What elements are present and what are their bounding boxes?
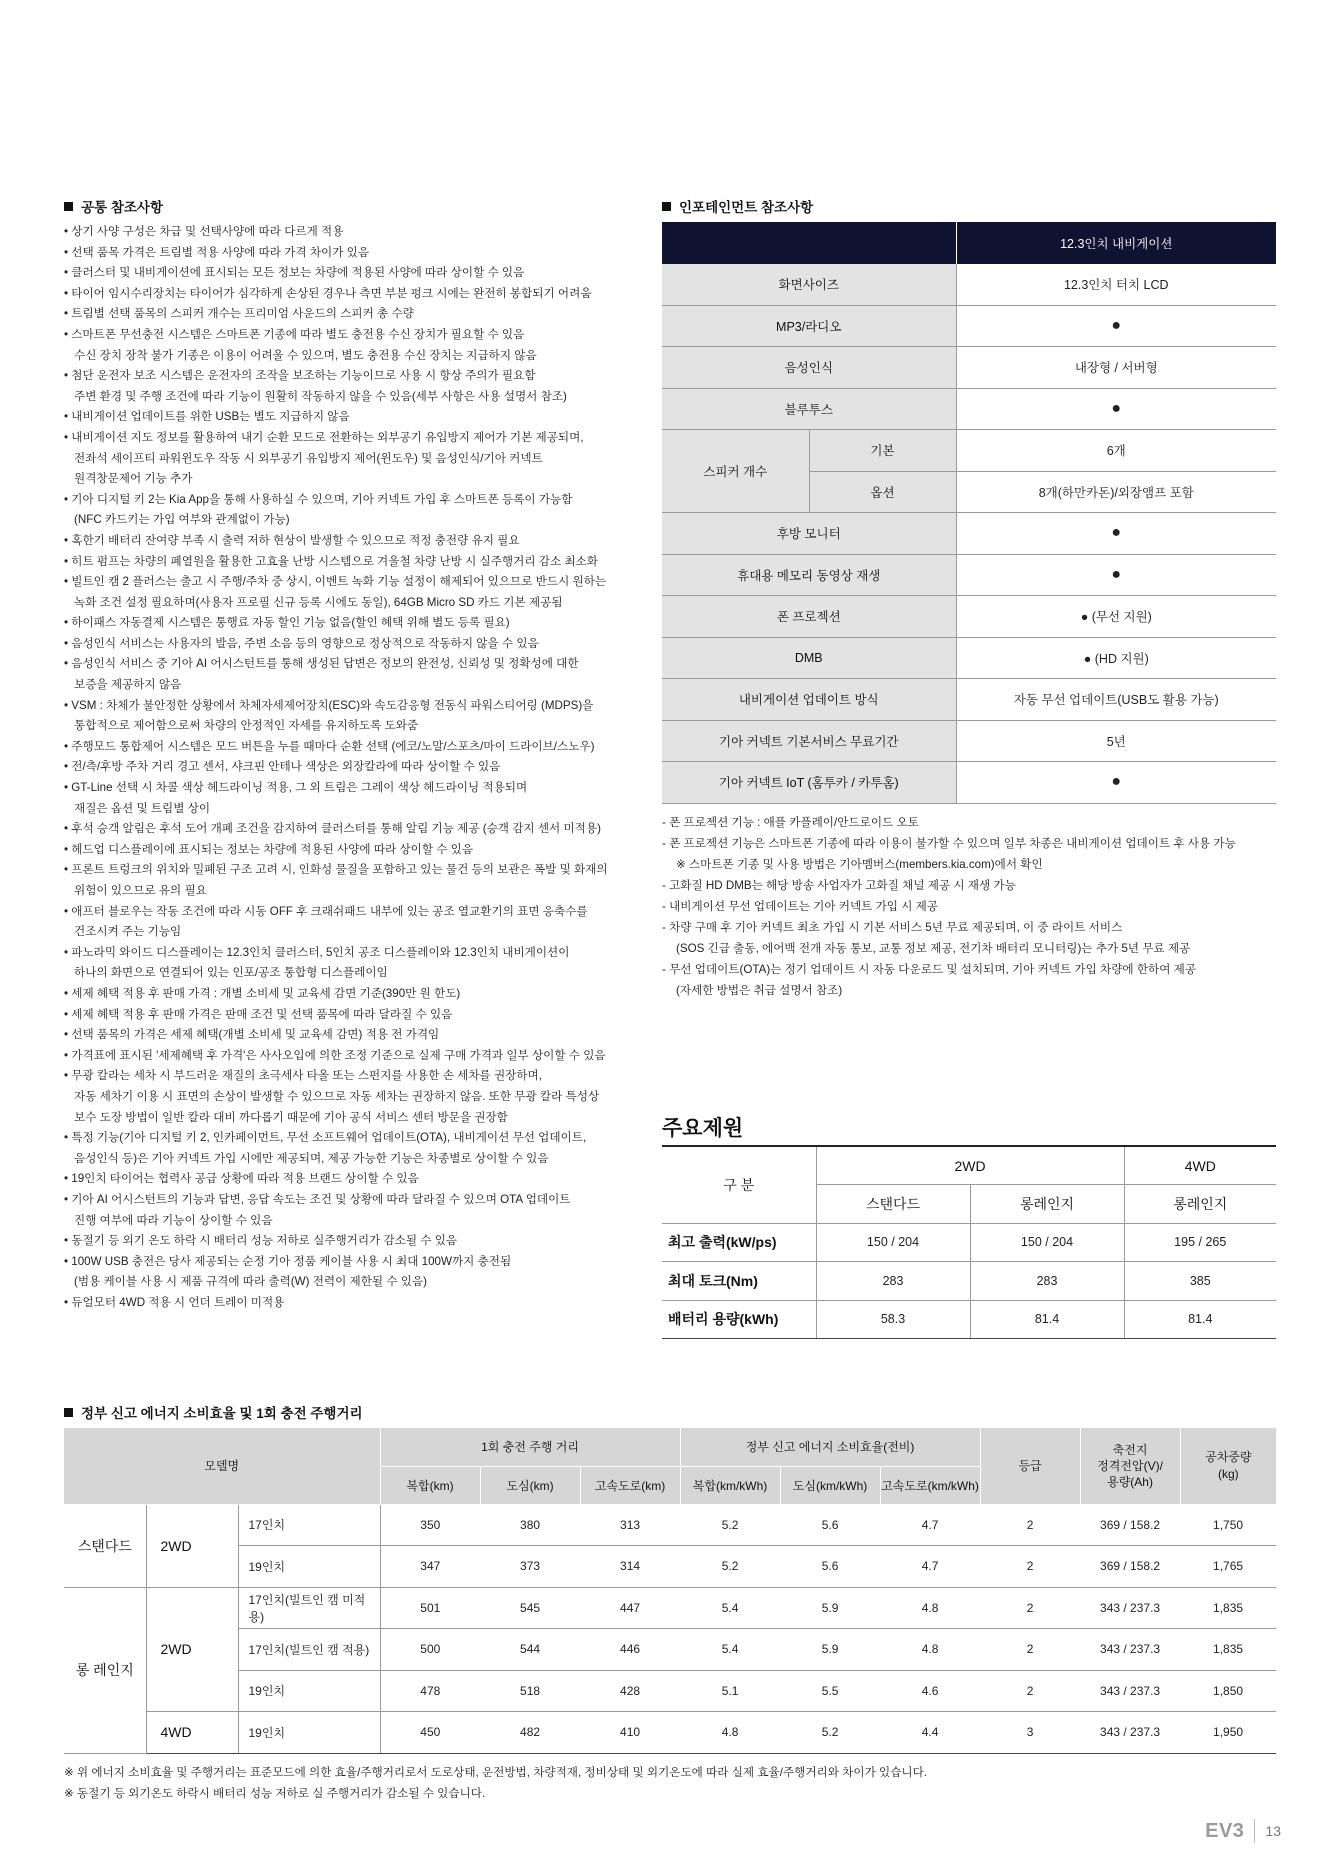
tire-size: 19인치: [238, 1546, 380, 1588]
common-notes-title: 공통 참조사항: [64, 196, 163, 216]
cell: 3: [980, 1712, 1080, 1754]
row-label: 기아 커넥트 IoT (홈투카 / 카투홈): [662, 762, 956, 804]
cell: 428: [580, 1670, 680, 1712]
header-model: 모델명: [64, 1428, 380, 1504]
list-item: - 폰 프로젝션 기능은 스마트폰 기종에 따라 이용이 불가할 수 있으며 일부 차종은 내비게이션 업데이트 후 사용 가능 ※ 스마트폰 기종 및 사용 방법은 기아멤버스(members.kia.com)에서 확인: [662, 837, 1236, 871]
table-row: [662, 1262, 1276, 1301]
footer-divider: [1254, 1819, 1255, 1843]
cell: 500: [380, 1629, 480, 1671]
list-item: • 전/측/후방 주차 거리 경고 센서, 샤크핀 안테나 색상은 외장칼라에 따라 상이할 수 있음: [64, 760, 501, 774]
list-item: • 애프터 블로우는 작동 조건에 따라 시동 OFF 후 크래쉬패드 내부에 있는 공조 열교환기의 표면 응축수를 건조시켜 주는 기능임: [64, 904, 588, 939]
cell: 2: [980, 1629, 1080, 1671]
row-value: ●: [956, 305, 1276, 347]
square-bullet-icon: [64, 1408, 73, 1417]
list-item: • 하이패스 자동결제 시스템은 통행료 자동 할인 기능 없음(할인 혜택 위해 별도 등록 필요): [64, 616, 510, 630]
table-row: [662, 554, 1276, 596]
row-label: 내비게이션 업데이트 방식: [662, 679, 956, 721]
specs-division-label: 구 분: [662, 1146, 816, 1223]
list-item: • 기아 디지털 키 2는 Kia App을 통해 사용하실 수 있으며, 기아 커넥트 가입 후 스마트폰 등록이 가능함 (NFC 카드키는 가입 여부와 관계없이 가능): [64, 492, 573, 527]
cell: 544: [480, 1629, 580, 1671]
list-item: • 19인치 타이어는 협력사 공급 상황에 따라 적용 브랜드 상이할 수 있음: [64, 1172, 419, 1186]
list-item: • 선택 품목의 가격은 세제 혜택(개별 소비세 및 교육세 감면) 적용 전 가격임: [64, 1028, 440, 1042]
row-value: 내장형 / 서버형: [956, 347, 1276, 389]
cell: 1,750: [1180, 1504, 1276, 1546]
table-row: [662, 679, 1276, 721]
list-item: • 선택 품목 가격은 트림별 적용 사양에 따라 가격 차이가 있음: [64, 245, 370, 259]
row-label: 기아 커넥트 기본서비스 무료기간: [662, 720, 956, 762]
cell: 4.8: [680, 1712, 780, 1754]
cell: 450: [380, 1712, 480, 1754]
speaker-basic-value: 6개: [956, 430, 1276, 472]
list-item: - 차량 구매 후 기아 커넥트 최초 가입 시 기본 서비스 5년 무료 제공되며, 이 중 라이트 서비스 (SOS 긴급 출동, 에어백 전개 자동 통보, 교통 정보 제공, 전기차 배터리 모니터링)는 추가 5년 무료 제공: [662, 921, 1191, 955]
list-item: • 스마트폰 무선충전 시스템은 스마트폰 기종에 따라 별도 충전용 수신 장치가 필요할 수 있음 수신 장치 장착 불가 기종은 이용이 어려울 수 있으며, 별도 충전용 수신 장치는 지급하지 않음: [64, 327, 537, 362]
specs-2wd-header: 2WD: [816, 1146, 1124, 1185]
cell: 446: [580, 1629, 680, 1671]
header-eff-city: 도심(km/kWh): [780, 1466, 880, 1504]
specs-sub-standard: 스탠다드: [816, 1185, 970, 1224]
cell: 343 / 237.3: [1080, 1670, 1180, 1712]
table-row: [64, 1712, 1276, 1754]
table-row: [662, 762, 1276, 804]
efficiency-title: 정부 신고 에너지 소비효율 및 1회 충전 주행거리: [64, 1402, 363, 1422]
list-item: • 상기 사양 구성은 차급 및 선택사양에 따라 다르게 적용: [64, 225, 344, 238]
cell: 347: [380, 1546, 480, 1588]
speaker-label: 스피커 개수: [662, 430, 809, 513]
list-item: • 음성인식 서비스 중 기아 AI 어시스턴트를 통해 생성된 답변은 정보의 완전성, 신뢰성 및 정확성에 대한 보증을 제공하지 않음: [64, 657, 579, 692]
trim-standard: 스탠다드: [64, 1504, 146, 1587]
tire-size: 19인치: [238, 1712, 380, 1754]
cell: 5.6: [780, 1546, 880, 1588]
drive-long-2wd: 2WD: [146, 1587, 238, 1712]
row-value: 283: [816, 1262, 970, 1301]
header-weight: 공차중량 (kg): [1180, 1428, 1276, 1504]
row-value: 5년: [956, 720, 1276, 762]
efficiency-table: [64, 1428, 1276, 1754]
table-row: [662, 596, 1276, 638]
tire-size: 17인치(빌트인 캠 미적용): [238, 1587, 380, 1629]
table-row: [662, 347, 1276, 389]
list-item: • 세제 혜택 적용 후 판매 가격은 판매 조건 및 선택 품목에 따라 달라질 수 있음: [64, 1007, 453, 1021]
cell: 5.5: [780, 1670, 880, 1712]
infotainment-notes-list: [662, 812, 1282, 1001]
list-item: • 100W USB 충전은 당사 제공되는 순정 기아 정품 케이블 사용 시 최대 100W까지 충전됨 (범용 케이블 사용 시 제품 규격에 따라 출력(W) 전력이 제한될 수 있음): [64, 1254, 512, 1289]
row-value: 150 / 204: [970, 1223, 1124, 1262]
cell: 5.2: [780, 1712, 880, 1754]
row-value: ●: [956, 762, 1276, 804]
list-item: • 동절기 등 외기 온도 하락 시 배터리 성능 저하로 실주행거리가 감소될 수 있음: [64, 1234, 458, 1248]
list-item: • 트림별 선택 품목의 스피커 개수는 프리미엄 사운드의 스피커 총 수량: [64, 307, 414, 321]
cell: 373: [480, 1546, 580, 1588]
row-label: 휴대용 메모리 동영상 재생: [662, 554, 956, 596]
table-row: [662, 388, 1276, 430]
row-value: 195 / 265: [1124, 1223, 1276, 1262]
specs-sub-long-range: 롱레인지: [970, 1185, 1124, 1224]
cell: 343 / 237.3: [1080, 1629, 1180, 1671]
common-notes-list: [64, 222, 624, 1313]
cell: 1,950: [1180, 1712, 1276, 1754]
row-value: ● (무선 지원): [956, 596, 1276, 638]
list-item: • 음성인식 서비스는 사용자의 발음, 주변 소음 등의 영향으로 정상적으로 작동하지 않을 수 있음: [64, 636, 539, 650]
list-item: • 내비게이션 지도 정보를 활용하여 내기 순환 모드로 전환하는 외부공기 유입방지 제어가 기본 제공되며, 전좌석 세이프티 파워윈도우 작동 시 외부공기 유입방지 제어(윈도우) 및 음성인식/기아 커넥트 원격창문제어 기능 추가: [64, 430, 584, 486]
table-row: [64, 1504, 1276, 1546]
cell: 314: [580, 1546, 680, 1588]
row-value: ● (HD 지원): [956, 637, 1276, 679]
cell: 5.9: [780, 1629, 880, 1671]
row-value: ●: [956, 388, 1276, 430]
speaker-basic-label: 기본: [809, 430, 956, 472]
specs-header-row: [662, 1146, 1276, 1185]
list-item: - 내비게이션 무선 업데이트는 기아 커넥트 가입 시 제공: [662, 900, 939, 913]
table-row: [662, 264, 1276, 306]
cell: 369 / 158.2: [1080, 1504, 1180, 1546]
table-row: [64, 1546, 1276, 1588]
square-bullet-icon: [64, 202, 73, 211]
list-item: • 내비게이션 업데이트를 위한 USB는 별도 지급하지 않음: [64, 410, 350, 424]
model-name: EV3: [1205, 1819, 1245, 1842]
list-item: • 특정 기능(기아 디지털 키 2, 인카페이먼트, 무선 소프트웨어 업데이트(OTA), 내비게이션 무선 업데이트, 음성인식 등)은 기아 커넥트 가입 시에만 제공되며, 제공 가능한 기능은 차종별로 상이할 수 있음: [64, 1131, 587, 1165]
list-item: • 혹한기 배터리 잔여량 부족 시 출력 저하 현상이 발생할 수 있으므로 적정 충전량 유지 필요: [64, 533, 520, 547]
cell: 4.8: [880, 1629, 980, 1671]
row-label: MP3/라디오: [662, 305, 956, 347]
specs-table: [662, 1145, 1276, 1339]
header-range: 1회 충전 주행 거리: [380, 1428, 680, 1466]
tire-size: 17인치(빌트인 캠 적용): [238, 1629, 380, 1671]
cell: 5.2: [680, 1504, 780, 1546]
row-value: 자동 무선 업데이트(USB도 활용 가능): [956, 679, 1276, 721]
cell: 410: [580, 1712, 680, 1754]
row-value: 150 / 204: [816, 1223, 970, 1262]
table-row: [662, 720, 1276, 762]
cell: 343 / 237.3: [1080, 1712, 1180, 1754]
row-value: 283: [970, 1262, 1124, 1301]
row-label: 배터리 용량(kWh): [662, 1300, 816, 1339]
tire-size: 19인치: [238, 1670, 380, 1712]
list-item: • 헤드업 디스플레이에 표시되는 정보는 차량에 적용된 사양에 따라 상이할 수 있음: [64, 842, 474, 856]
cell: 1,835: [1180, 1587, 1276, 1629]
footnote: ※ 동절기 등 외기온도 하락시 배터리 성능 저하로 실 주행거리가 감소될 수 있습니다.: [64, 1787, 486, 1800]
header-range-combined: 복합(km): [380, 1466, 480, 1504]
list-item: - 폰 프로젝션 기능 : 애플 카플레이/안드로이드 오토: [662, 816, 919, 829]
row-label: 음성인식: [662, 347, 956, 389]
table-row: [662, 305, 1276, 347]
list-item: • 클러스터 및 내비게이션에 표시되는 모든 정보는 차량에 적용된 사양에 따라 상이할 수 있음: [64, 266, 525, 280]
row-label: 폰 프로젝션: [662, 596, 956, 638]
cell: 4.8: [880, 1587, 980, 1629]
header-efficiency: 정부 신고 에너지 소비효율(전비): [680, 1428, 980, 1466]
cell: 1,835: [1180, 1629, 1276, 1671]
row-value: 12.3인치 터치 LCD: [956, 264, 1276, 306]
table-row: [662, 513, 1276, 555]
list-item: • 기아 AI 어시스턴트의 기능과 답변, 응답 속도는 조건 및 상황에 따라 달라질 수 있으며 OTA 업데이트 진행 여부에 따라 기능이 상이할 수 있음: [64, 1192, 571, 1227]
infotainment-table: [662, 222, 1276, 804]
list-item: • 세제 혜택 적용 후 판매 가격 : 개별 소비세 및 교육세 감면 기준(390만 원 한도): [64, 986, 461, 1000]
cell: 5.4: [680, 1587, 780, 1629]
cell: 369 / 158.2: [1080, 1546, 1180, 1588]
row-value: 385: [1124, 1262, 1276, 1301]
list-item: • 히트 펌프는 차량의 폐열원을 활용한 고효율 난방 시스템으로 겨울철 차량 난방 시 실주행거리 감소 최소화: [64, 554, 598, 568]
footnote: ※ 위 에너지 소비효율 및 주행거리는 표준모드에 의한 효율/주행거리로서 도로상태, 운전방법, 차량적재, 정비상태 및 외기온도에 따라 실제 효율/주행거리와 차이가 있습니다.: [64, 1766, 928, 1779]
row-label: 최대 토크(Nm): [662, 1262, 816, 1301]
cell: 1,850: [1180, 1670, 1276, 1712]
cell: 1,765: [1180, 1546, 1276, 1588]
drive-standard-2wd: 2WD: [146, 1504, 238, 1587]
header-range-highway: 고속도로(km): [580, 1466, 680, 1504]
cell: 5.9: [780, 1587, 880, 1629]
row-value: 81.4: [1124, 1300, 1276, 1339]
table-row: [64, 1587, 1276, 1629]
cell: 4.4: [880, 1712, 980, 1754]
list-item: • VSM : 차체가 불안정한 상황에서 차체자세제어장치(ESC)와 속도감응형 전동식 파워스티어링 (MDPS)을 통합적으로 제어함으로써 차량의 안정적인 자세를 유지하도록 도와줌: [64, 698, 594, 733]
cell: 545: [480, 1587, 580, 1629]
speaker-option-label: 옵션: [809, 471, 956, 513]
specs-title: 주요제원: [662, 1117, 744, 1140]
cell: 501: [380, 1587, 480, 1629]
row-label: 블루투스: [662, 388, 956, 430]
list-item: • 프론트 트렁크의 위치와 밀폐된 구조 고려 시, 인화성 물질을 포함하고 있는 물건 등의 보관은 폭발 및 화재의 위험이 있으므로 유의 필요: [64, 863, 608, 897]
list-item: • 가격표에 표시된 '세제혜택 후 가격'은 사사오입에 의한 조정 기준으로 실제 구매 가격과 일부 상이할 수 있음: [64, 1048, 606, 1062]
speaker-option-value: 8개(하만카돈)/외장앰프 포함: [956, 471, 1276, 513]
list-item: • 파노라믹 와이드 디스플레이는 12.3인치 클러스터, 5인치 공조 디스플레이와 12.3인치 내비게이션이 하나의 화면으로 연결되어 있는 인포/공조 통합형 디스플레이임: [64, 945, 570, 980]
cell: 313: [580, 1504, 680, 1546]
cell: 518: [480, 1670, 580, 1712]
list-item: • 첨단 운전자 보조 시스템은 운전자의 조작을 보조하는 기능이므로 사용 시 항상 주의가 필요함 주변 환경 및 주행 조건에 따라 기능이 원활히 작동하지 않을 수 있음(세부 사항은 사용 설명서 참조): [64, 369, 567, 403]
infotainment-header-navigation: 12.3인치 내비게이션: [956, 222, 1276, 264]
row-value: 58.3: [816, 1300, 970, 1339]
header-eff-highway: 고속도로(km/kWh): [880, 1466, 980, 1504]
row-value: ●: [956, 513, 1276, 555]
cell: 2: [980, 1504, 1080, 1546]
drive-long-4wd: 4WD: [146, 1712, 238, 1754]
list-item: • 후석 승객 알림은 후석 도어 개폐 조건을 감지하여 클러스터를 통해 알림 기능 제공 (승객 감지 센서 미적용): [64, 822, 601, 836]
cell: 5.1: [680, 1670, 780, 1712]
cell: 478: [380, 1670, 480, 1712]
table-row: [64, 1629, 1276, 1671]
cell: 5.2: [680, 1546, 780, 1588]
header-battery: 축전지 정격전압(V)/ 용량(Ah): [1080, 1428, 1180, 1504]
list-item: - 무선 업데이트(OTA)는 정기 업데이트 시 자동 다운로드 및 설치되며, 기아 커넥트 가입 차량에 한하여 제공 (자세한 방법은 취급 설명서 참조): [662, 963, 1197, 997]
table-row: [64, 1670, 1276, 1712]
table-row: [662, 1223, 1276, 1262]
page-footer: [1205, 1819, 1281, 1843]
table-row: [662, 430, 1276, 472]
cell: 343 / 237.3: [1080, 1587, 1180, 1629]
row-value: ●: [956, 554, 1276, 596]
cell: 2: [980, 1546, 1080, 1588]
list-item: • 무광 칼라는 세차 시 부드러운 재질의 초극세사 타올 또는 스펀지를 사용한 손 세차를 권장하며, 자동 세차기 이용 시 표면의 손상이 발생할 수 있으므로 자동 세차는 권장하지 않음. 또한 무광 칼라 특성상 보수 도장 방법이 일반 칼라 대비 까다롭기 때문에 기아 공식 서비스 센터 방문을 권장함: [64, 1069, 600, 1124]
cell: 447: [580, 1587, 680, 1629]
row-value: 81.4: [970, 1300, 1124, 1339]
cell: 2: [980, 1587, 1080, 1629]
trim-long-range: 롱 레인지: [64, 1587, 146, 1753]
cell: 5.4: [680, 1629, 780, 1671]
list-item: • 주행모드 통합제어 시스템은 모드 버튼을 누를 때마다 순환 선택 (에코/노말/스포츠/마이 드라이브/스노우): [64, 739, 595, 753]
page-number: 13: [1265, 1823, 1281, 1839]
square-bullet-icon: [662, 202, 671, 211]
list-item: • 빌트인 캠 2 플러스는 출고 시 주행/주차 중 상시, 이벤트 녹화 기능 설정이 해제되어 있으므로 반드시 원하는 녹화 조건 설정 필요하며(사용자 프로필 신규 등록 시에도 동일), 64GB Micro SD 카드 기본 제공됨: [64, 575, 607, 609]
cell: 4.7: [880, 1546, 980, 1588]
row-label: 후방 모니터: [662, 513, 956, 555]
cell: 4.7: [880, 1504, 980, 1546]
list-item: - 고화질 HD DMB는 해당 방송 사업자가 고화질 채널 제공 시 재생 가능: [662, 879, 1016, 892]
cell: 482: [480, 1712, 580, 1754]
cell: 380: [480, 1504, 580, 1546]
list-item: • 듀얼모터 4WD 적용 시 언더 트레이 미적용: [64, 1295, 285, 1309]
specs-4wd-header: 4WD: [1124, 1146, 1276, 1185]
table-row: [662, 637, 1276, 679]
cell: 5.6: [780, 1504, 880, 1546]
infotainment-notes-title: 인포테인먼트 참조사항: [662, 196, 813, 216]
table-row: [662, 1300, 1276, 1339]
cell: 350: [380, 1504, 480, 1546]
header-range-city: 도심(km): [480, 1466, 580, 1504]
efficiency-footnotes: [64, 1762, 927, 1804]
list-item: • GT-Line 선택 시 차콜 색상 헤드라이닝 적용, 그 외 트림은 그레이 색상 헤드라이닝 적용되며 재질은 옵션 및 트림별 상이: [64, 781, 528, 815]
row-label: 화면사이즈: [662, 264, 956, 306]
cell: 4.6: [880, 1670, 980, 1712]
infotainment-header-blank: [662, 222, 956, 264]
specs-sub-long-range-4wd: 롱레인지: [1124, 1185, 1276, 1224]
header-eff-combined: 복합(km/kWh): [680, 1466, 780, 1504]
list-item: • 타이어 임시수리장치는 타이어가 심각하게 손상된 경우나 측면 부분 펑크 시에는 완전히 봉합되기 어려움: [64, 286, 592, 300]
header-grade: 등급: [980, 1428, 1080, 1504]
row-label: DMB: [662, 637, 956, 679]
cell: 2: [980, 1670, 1080, 1712]
tire-size: 17인치: [238, 1504, 380, 1546]
row-label: 최고 출력(kW/ps): [662, 1223, 816, 1262]
